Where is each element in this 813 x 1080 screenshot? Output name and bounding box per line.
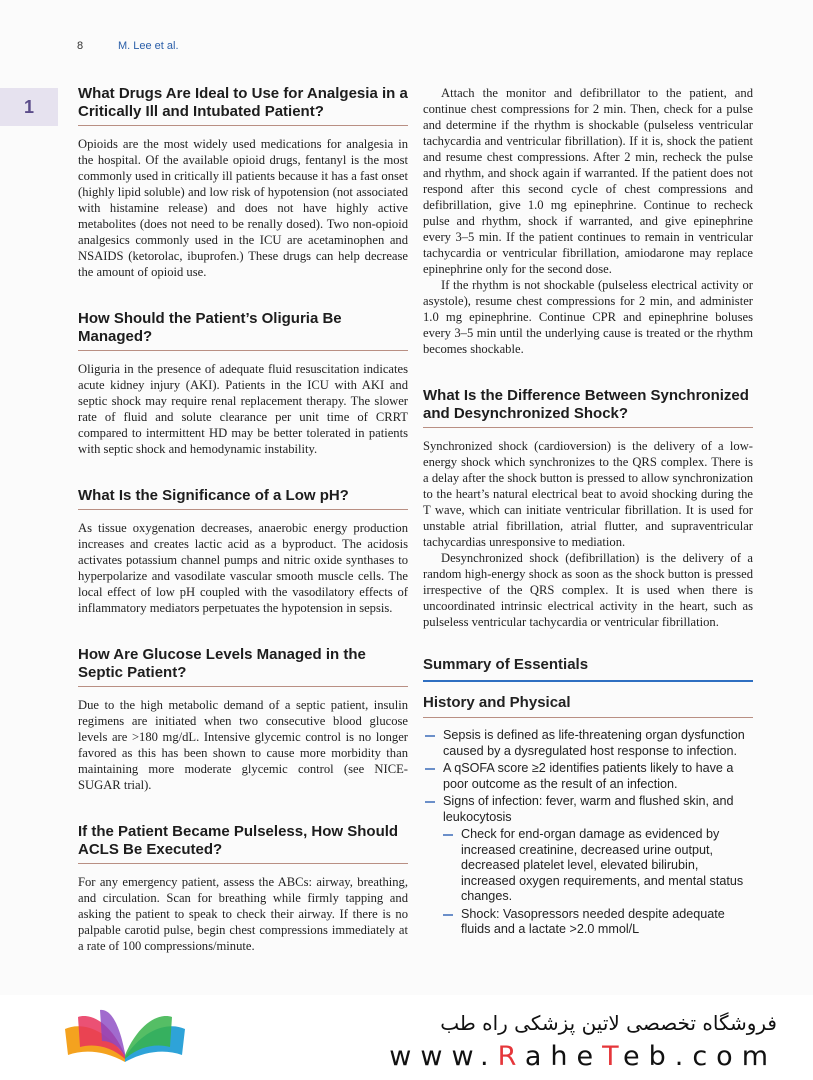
left-column [78,85,408,954]
watermark-footer [0,995,813,1080]
book-logo-icon [60,1007,190,1067]
list-item: A qSOFA score ≥2 identifies patients likely to have a poor outcome as the result of an infection. [423,761,753,792]
shop-name: فروشگاه تخصصی لاتین پزشکی راه طب [440,1011,777,1035]
paragraph: Oliguria in the presence of adequate fluid resuscitation indicates acute kidney injury (AKI). Patients in the ICU with AKI and septic shock may require renal replacement therapy. The slower rate of fluid and solute clearance per unit time of CRRT compared to intermittent HD may be better tolerated in patients with septic shock and hemodynamic instability. [78,362,408,456]
section-title-glucose: How Are Glucose Levels Managed in the Septic Patient? [78,646,408,687]
section-title-analgesia: What Drugs Are Ideal to Use for Analgesia in a Critically Ill and Intubated Patient? [78,85,408,126]
section-title-shock: What Is the Difference Between Synchronized and Desynchronized Shock? [423,387,753,428]
section-title-low-ph: What Is the Significance of a Low pH? [78,487,408,510]
history-physical-title: History and Physical [423,694,753,718]
essentials-list [423,728,753,938]
dash-bullet-icon [425,801,435,803]
paragraph: As tissue oxygenation decreases, anaerobic energy production increases and creates lactic acid as a byproduct. The acidosis activates potassium channel pumps and nitric oxide synthases to hyperpolarize and vasodilate vascular smooth muscle cells. The local effect of low pH coupled with the vasodilatory effects of inflammatory mediators perpetuates the hypotension in sepsis. [78,521,408,615]
paragraph: If the rhythm is not shockable (pulseless electrical activity or asystole), resume chest compressions for 2 min, and administer 1.0 mg epinephrine. Continue CPR and epinephrine boluses every 3–5 min until the underlying cause is treated or the rhythm becomes shockable. [423,278,753,356]
page-number: 8 [77,40,84,52]
list-item: Check for end-organ damage as evidenced by increased creatinine, decreased urine output, decreased platelet level, elevated bilirubin, increased oxygen requirements, and mental status changes. [443,827,753,905]
dash-bullet-icon [425,768,435,770]
paragraph: Opioids are the most widely used medications for analgesia in the hospital. Of the available opioid drugs, fentanyl is the most commonly used in critically ill patients because it has a fast onset (highly lipid soluble) and low risk of hypotension (not associated with histamine release) and does not have highly active metabolites (does not need to be renally dosed). Two non-opioid analgesics commonly used in the ICU are acetaminophen and NSAIDS (ketorolac, ibuprofen.) These drugs can help decrease the amount of opioid use. [78,137,408,279]
summary-title: Summary of Essentials [423,656,753,682]
paragraph: Synchronized shock (cardioversion) is the delivery of a low-energy shock which synchronizes to the QRS complex. There is a delay after the shock button is pressed to allow synchronization to the heart’s natural electrical beat to avoid shocking during the T wave, which can initiate ventricular fibrillation. It is used for unstable atrial fibrillation, atrial flutter, and supraventricular tachycardias unresponsive to mediation. [423,439,753,549]
paragraph: Due to the high metabolic demand of a septic patient, insulin regimens are initiated when two consecutive blood glucose levels are >180 mg/dL. Intensive glycemic control is no longer favored as this has been shown to cause more morbidity than maintaining more moderate glycemic control (see NICE-SUGAR trial). [78,698,408,792]
dash-bullet-icon [443,914,453,916]
list-item: Shock: Vasopressors needed despite adequate fluids and a lactate >2.0 mmol/L [443,907,753,938]
section-title-acls: If the Patient Became Pulseless, How Should ACLS Be Executed? [78,823,408,864]
paragraph: For any emergency patient, assess the ABCs: airway, breathing, and circulation. Scan for breathing while firmly tapping and asking the patient to speak to check their airway. If there is no palpable carotid pulse, begin chest compressions immediately at a rate of 100 compressions/minute. [78,875,408,953]
dash-bullet-icon [425,735,435,737]
right-column [423,85,753,940]
shop-url[interactable]: www.RaheTeb.com [389,1041,777,1072]
chapter-tab: 1 [0,88,58,126]
dash-bullet-icon [443,834,453,836]
list-item: Sepsis is defined as life-threatening organ dysfunction caused by a dysregulated host response to infection. [423,728,753,759]
paragraph: Attach the monitor and defibrillator to the patient, and continue chest compressions for 2 min. Then, check for a pulse and determine if the rhythm is shockable (pulseless ventricular tachycardia and ventricular fibrillation). If it is, shock the patient and resume chest compressions. After 2 min, recheck the pulse and rhythm, and shock again if warranted. If the patient does not respond after this second cycle of chest compressions and defibrillation, give 1.0 mg epinephrine. Continue to recheck pulse and rhythm, shock if warranted, and give epinephrine every 3–5 min. If the patient continues to remain in ventricular tachycardia or ventricular fibrillation, amiodarone may replace epinephrine only for the second dose. [423,86,753,276]
list-item: Signs of infection: fever, warm and flushed skin, and leukocytosis Check for end-organ damage as evidenced by increased creatinine, decreased urine output, decreased platelet level, elevated bilirubin, increased oxygen requirements, and mental status changes. Shock: Vasopressors needed despite adequate fluids and a lactate >2.0 mmol/L [423,794,753,938]
sub-list [443,827,753,938]
paragraph: Desynchronized shock (defibrillation) is the delivery of a random high-energy shock as soon as the shock button is pressed irrespective of the QRS complex. It is used when there is uncoordinated intrinsic electrical activity in the heart, such as pulseless ventricular tachycardia or ventricular fibrillation. [423,551,753,629]
running-head: M. Lee et al. [118,40,179,52]
section-title-oliguria: How Should the Patient’s Oliguria Be Managed? [78,310,408,351]
